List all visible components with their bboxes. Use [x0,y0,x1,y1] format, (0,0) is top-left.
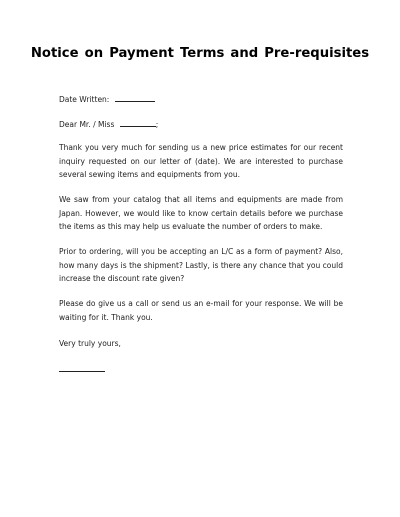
closing-line: Very truly yours, [59,339,121,348]
document-title: Notice on Payment Terms and Pre-requisites [30,46,370,61]
salutation-text: Dear Mr. / Miss [59,120,115,129]
salutation-suffix: ; [155,120,159,129]
salutation-line [59,118,158,131]
paragraph-3: Prior to ordering, will you be accepting an L/C as a form of payment? Also, how many days is the shipment? Lastly, is there any chance that you could increase the discount rate given? [59,247,343,283]
date-line [59,93,155,106]
date-label: Date Written: [59,95,110,104]
paragraph-4: Please do give us a call or send us an e-mail for your response. We will be waiting for it. Thank you. [59,299,343,322]
date-blank [115,93,155,102]
paragraph-2: We saw from your catalog that all items and equipments are made from Japan. However, we would like to know certain details before we purchase the items as this may help us evaluate the number of orders to make. [59,195,343,231]
paragraph-1: Thank you very much for sending us a new price estimates for our recent inquiry requested on our letter of (date). We are interested to purchase several sewing items and equipments from you. [59,143,343,179]
signature-line [59,371,105,372]
salutation-blank [120,118,156,127]
